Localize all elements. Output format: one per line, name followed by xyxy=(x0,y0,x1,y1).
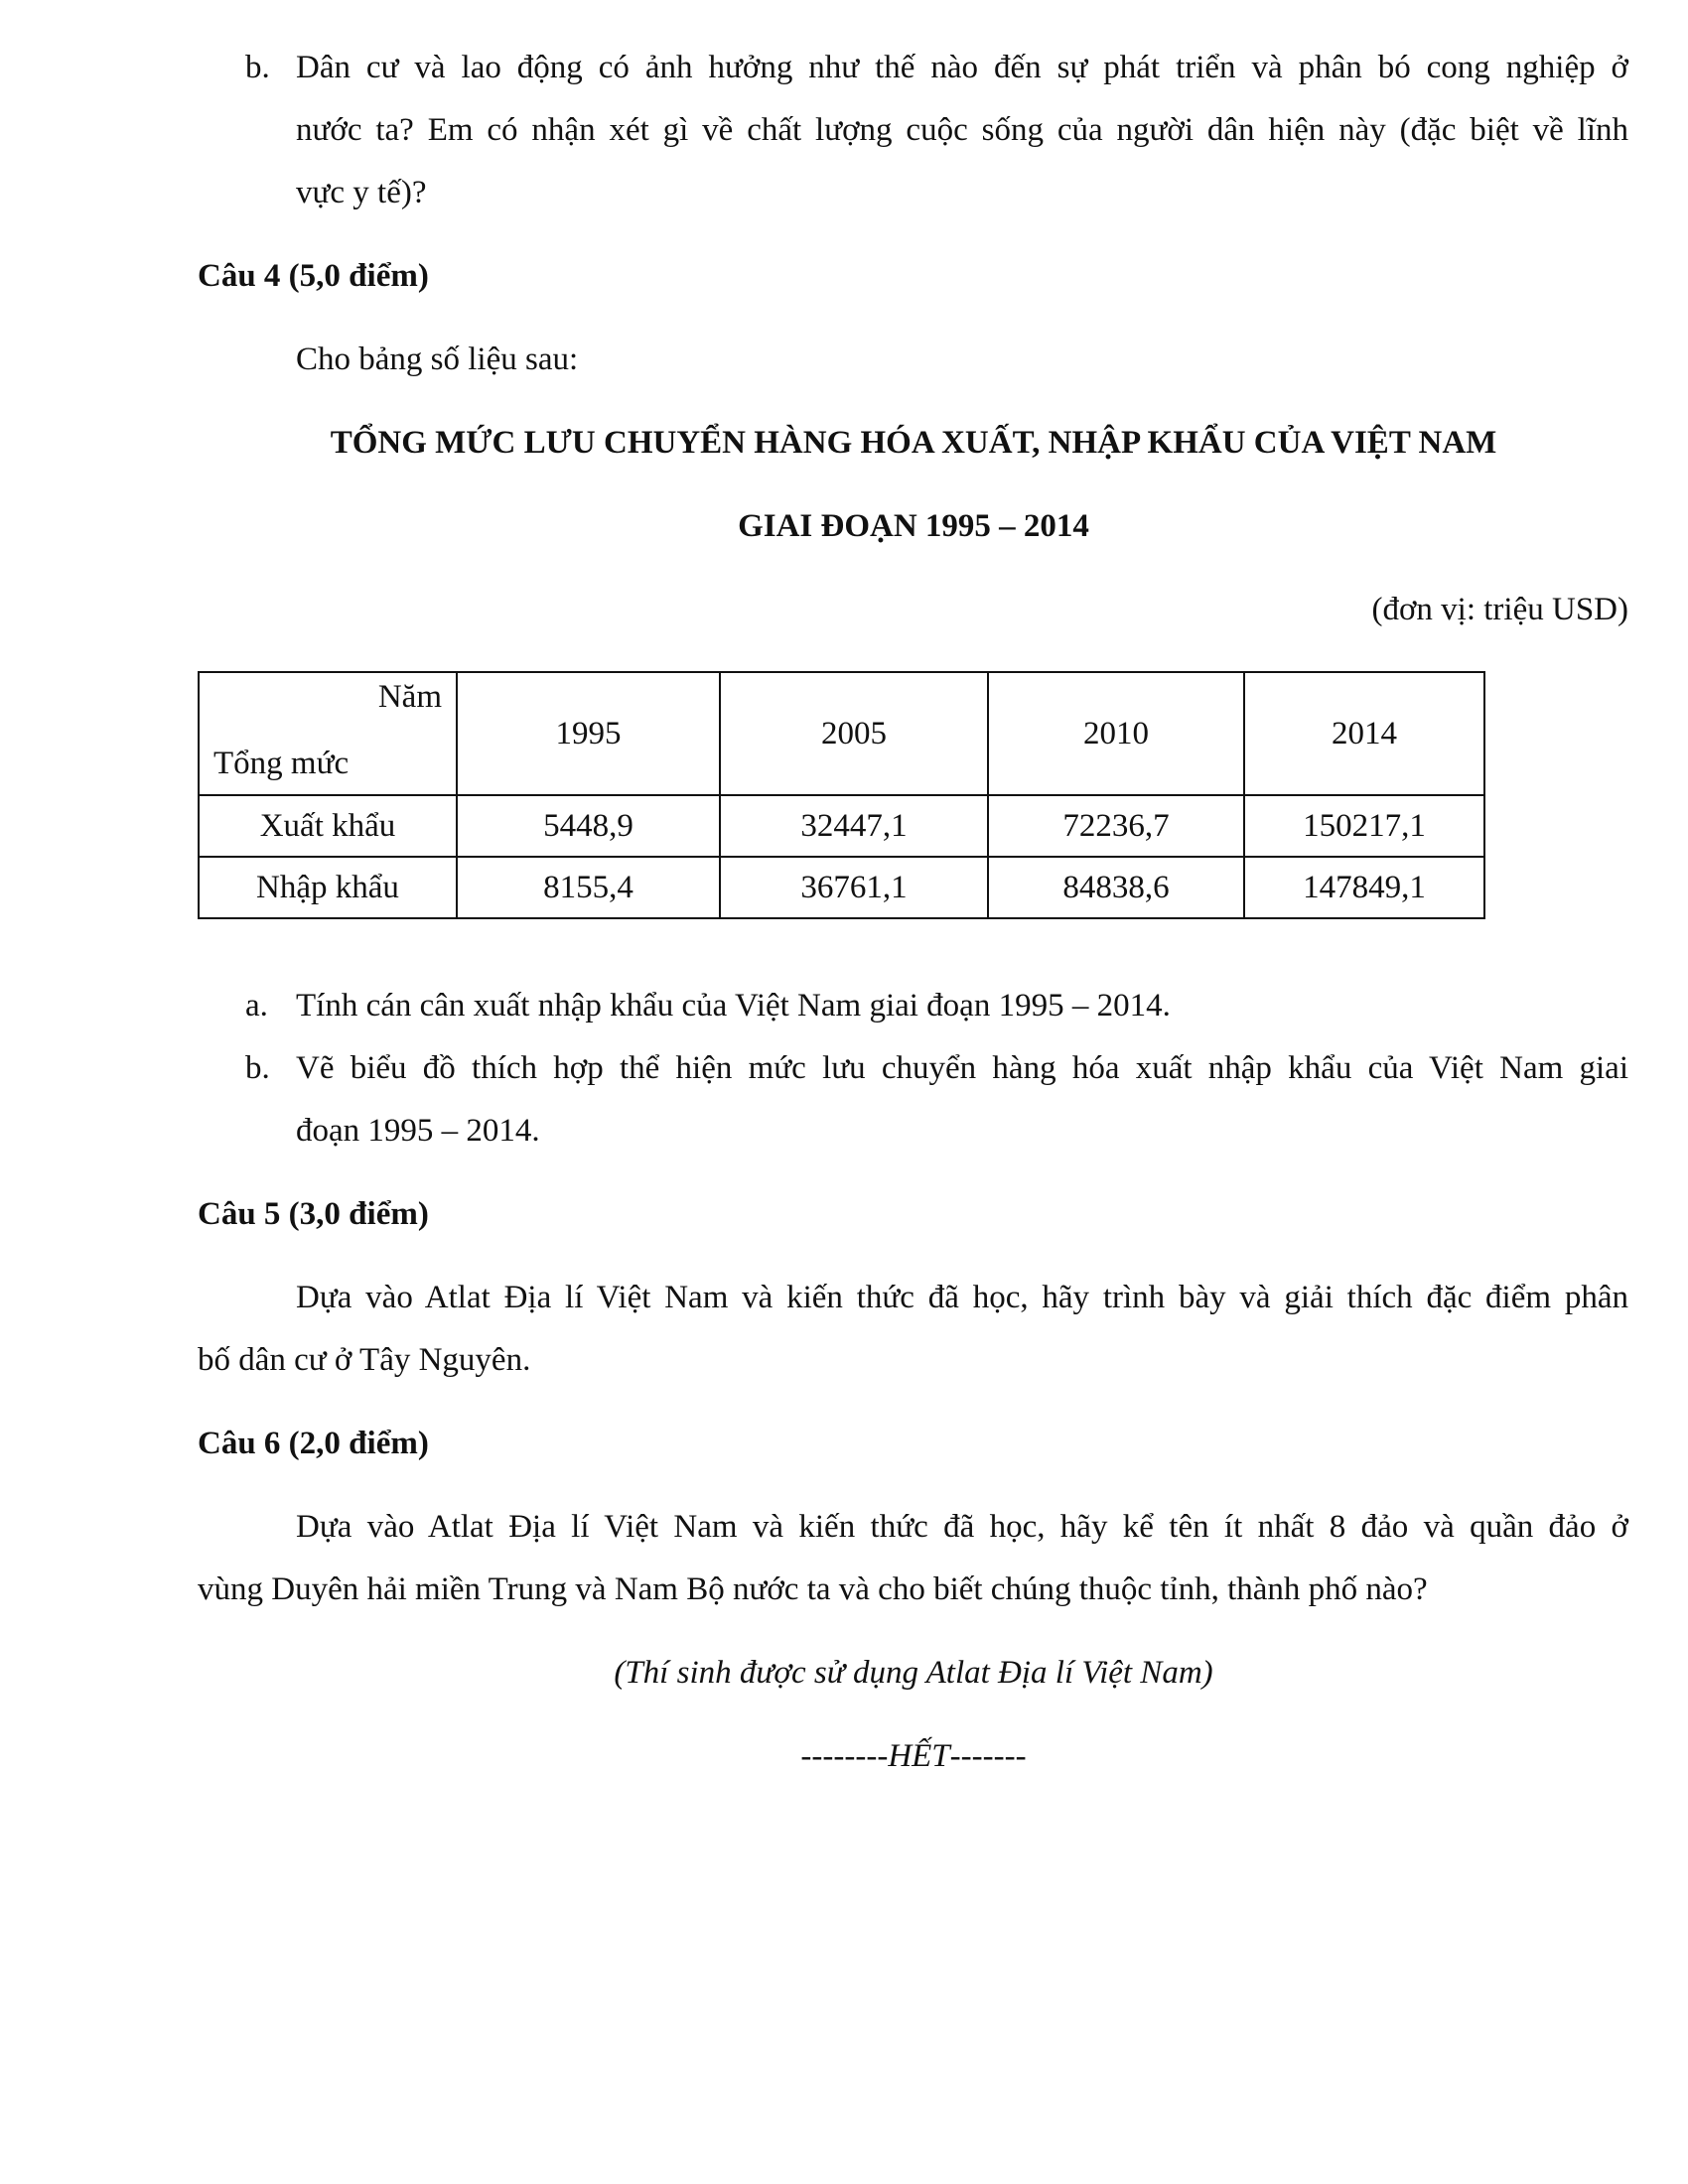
table-cell: 150217,1 xyxy=(1244,795,1484,857)
end-dashes-left: -------- xyxy=(800,1738,889,1774)
table-corner-cell xyxy=(199,672,457,795)
q4a-text: Tính cán cân xuất nhập khẩu của Việt Nam giai đoạn 1995 – 2014. xyxy=(296,988,1171,1024)
year-header: 2010 xyxy=(988,672,1244,795)
trade-table xyxy=(198,671,1485,919)
atlas-note: (Thí sinh được sử dụng Atlat Địa lí Việt Nam) xyxy=(614,1655,1213,1691)
corner-total-label: Tổng mức xyxy=(213,746,350,781)
q4b-line-2: đoạn 1995 – 2014. xyxy=(296,1113,540,1149)
end-word: HẾT xyxy=(888,1738,950,1774)
q4-heading: Câu 4 (5,0 điểm) xyxy=(198,258,429,294)
table-title-line-2: GIAI ĐOẠN 1995 – 2014 xyxy=(738,508,1089,544)
year-header: 2014 xyxy=(1244,672,1484,795)
q3b-marker: b. xyxy=(245,50,270,85)
table-cell: 36761,1 xyxy=(720,857,988,918)
row-label-export: Xuất khẩu xyxy=(199,795,457,857)
table-cell: 147849,1 xyxy=(1244,857,1484,918)
q4b-line-1: Vẽ biểu đồ thích hợp thể hiện mức lưu chuyển hàng hóa xuất nhập khẩu của Việt Nam giai xyxy=(296,1050,1628,1086)
table-cell: 84838,6 xyxy=(988,857,1244,918)
q4-intro: Cho bảng số liệu sau: xyxy=(296,341,579,377)
table-header-row xyxy=(199,672,1484,795)
table-cell: 5448,9 xyxy=(457,795,720,857)
q5-heading: Câu 5 (3,0 điểm) xyxy=(198,1196,429,1232)
row-label-import: Nhập khẩu xyxy=(199,857,457,918)
end-dashes-right: ------- xyxy=(949,1738,1027,1774)
q4a-marker: a. xyxy=(245,988,268,1024)
table-cell: 72236,7 xyxy=(988,795,1244,857)
table-cell: 32447,1 xyxy=(720,795,988,857)
q3b-line-3: vực y tế)? xyxy=(296,175,427,210)
q4b-marker: b. xyxy=(245,1050,270,1086)
q6-heading: Câu 6 (2,0 điểm) xyxy=(198,1426,429,1461)
q3b-line-1: Dân cư và lao động có ảnh hưởng như thế nào đến sự phát triển và phân bó cong nghiệp ở xyxy=(296,50,1628,85)
corner-year-label: Năm xyxy=(377,679,442,715)
q6-line-1: Dựa vào Atlat Địa lí Việt Nam và kiến thức đã học, hãy kể tên ít nhất 8 đảo và quần đảo ở xyxy=(296,1509,1628,1545)
year-header: 2005 xyxy=(720,672,988,795)
end-marker xyxy=(199,1738,1628,1775)
q6-line-2: vùng Duyên hải miền Trung và Nam Bộ nước ta và cho biết chúng thuộc tỉnh, thành phố nào? xyxy=(198,1571,1428,1607)
table-unit: (đơn vị: triệu USD) xyxy=(1371,592,1628,627)
year-header: 1995 xyxy=(457,672,720,795)
table-row xyxy=(199,857,1484,918)
table-row xyxy=(199,795,1484,857)
q3b-line-2: nước ta? Em có nhận xét gì về chất lượng cuộc sống của người dân hiện này (đặc biệt về lĩnh xyxy=(296,112,1628,148)
q5-line-1: Dựa vào Atlat Địa lí Việt Nam và kiến thức đã học, hãy trình bày và giải thích đặc điểm phân xyxy=(296,1280,1628,1315)
table-cell: 8155,4 xyxy=(457,857,720,918)
table-title-line-1: TỔNG MỨC LƯU CHUYỂN HÀNG HÓA XUẤT, NHẬP KHẨU CỦA VIỆT NAM xyxy=(330,425,1497,461)
q5-line-2: bố dân cư ở Tây Nguyên. xyxy=(198,1342,531,1378)
